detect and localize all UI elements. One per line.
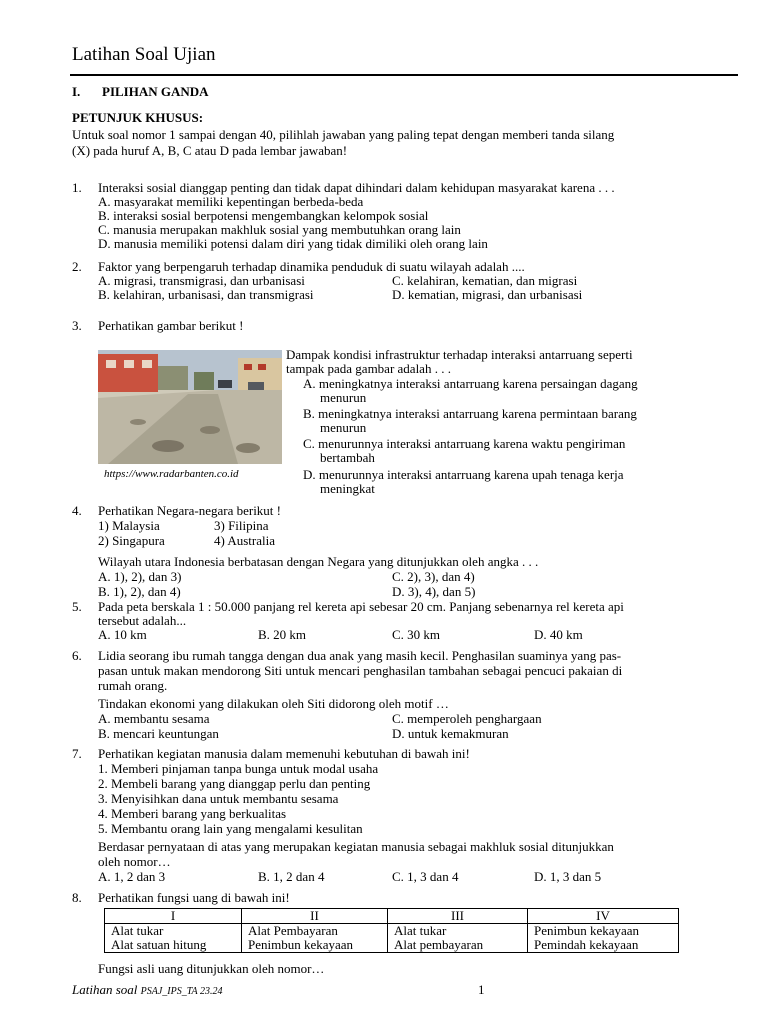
cell-line: Alat pembayaran (394, 937, 484, 952)
answer-option: B. 1), 2), dan 4) (98, 584, 181, 599)
cell-line: Alat satuan hitung (111, 937, 207, 952)
answer-option: B. mencari keuntungan (98, 726, 219, 741)
answer-option: D. 3), 4), dan 5) (392, 584, 476, 599)
question-text: Interaksi sosial dianggap penting dan tidak dapat dihindari dalam kehidupan masyarakat karena . . . (98, 180, 615, 195)
question-text: Pada peta berskala 1 : 50.000 panjang rel kereta api sebesar 20 cm. Panjang sebenarnya rel kereta api (98, 599, 624, 614)
footer-code: PSAJ_IPS_TA 23.24 (140, 986, 223, 997)
question-stem: Fungsi asli uang ditunjukkan oleh nomor… (98, 961, 325, 976)
cell-line: Alat Pembayaran (248, 923, 338, 938)
country-item: 1) Malaysia (98, 518, 160, 533)
answer-option: A. migrasi, transmigrasi, dan urbanisasi (98, 273, 305, 288)
table-cell (528, 924, 679, 953)
question-stem: tampak pada gambar adalah . . . (286, 361, 451, 376)
table-header-cell: II (242, 909, 388, 924)
table-header-row (105, 909, 679, 924)
instructions-line-2: (X) pada huruf A, B, C atau D pada lembar jawaban! (72, 143, 348, 158)
question-stem: Berdasar pernyataan di atas yang merupakan kegiatan manusia sebagai makhluk sosial ditunjukkan (98, 839, 614, 854)
answer-option: B. 20 km (258, 627, 307, 642)
cell-line: Penimbun kekayaan (534, 923, 640, 938)
answer-option-continued: menurun (320, 420, 367, 435)
question-text: Perhatikan Negara-negara berikut ! (98, 503, 281, 518)
answer-option: C. manusia merupakan makhluk sosial yang membutuhkan orang lain (98, 222, 461, 237)
answer-option: C. memperoleh penghargaan (392, 711, 542, 726)
cell-line: Penimbun kekayaan (248, 937, 354, 952)
table-header-cell: III (388, 909, 528, 924)
answer-option: A. masyarakat memiliki kepentingan berbeda-beda (98, 194, 364, 209)
country-item: 4) Australia (214, 533, 276, 548)
answer-option: B. 1, 2 dan 4 (258, 869, 325, 884)
answer-option: D. 1, 3 dan 5 (534, 869, 602, 884)
answer-option: B. kelahiran, urbanisasi, dan transmigrasi (98, 287, 314, 302)
question-text: rumah orang. (98, 678, 168, 693)
country-item: 2) Singapura (98, 533, 165, 548)
list-item: 3. Menyisihkan dana untuk membantu sesama (98, 791, 339, 806)
answer-option: D. untuk kemakmuran (392, 726, 509, 741)
instructions-heading: PETUNJUK KHUSUS: (72, 110, 204, 125)
section-title: PILIHAN GANDA (102, 84, 209, 99)
page-number: 1 (478, 982, 485, 997)
answer-option: B. interaksi sosial berpotensi mengembangkan kelompok sosial (98, 208, 429, 223)
question-text: Faktor yang berpengaruh terhadap dinamika penduduk di suatu wilayah adalah .... (98, 259, 525, 274)
question-number: 2. (72, 259, 82, 274)
money-function-table (104, 908, 679, 953)
footer-label (72, 982, 222, 999)
damaged-road-illustration (98, 350, 282, 464)
damaged-road-photo (98, 350, 282, 464)
question-number: 5. (72, 599, 82, 614)
answer-option-continued: menurun (320, 390, 367, 405)
question-text: pasan untuk makan mendorong Siti untuk mencari penghasilan tambahan sebagai pencuci pakaian di (98, 663, 623, 678)
answer-option: C. 2), 3), dan 4) (392, 569, 475, 584)
answer-option-continued: bertambah (320, 450, 375, 465)
answer-option: A. 10 km (98, 627, 147, 642)
table-header-cell: IV (528, 909, 679, 924)
question-number: 8. (72, 890, 82, 905)
list-item: 1. Memberi pinjaman tanpa bunga untuk modal usaha (98, 761, 379, 776)
image-credit: https://www.radarbanten.co.id (104, 468, 239, 480)
answer-option-continued: meningkat (320, 481, 375, 496)
footer-text: Latihan soal (72, 982, 138, 997)
country-item: 3) Filipina (214, 518, 269, 533)
title-divider (70, 74, 738, 76)
question-number: 1. (72, 180, 82, 195)
table-row (105, 924, 679, 953)
question-text: tersebut adalah... (98, 613, 187, 628)
table-cell (105, 924, 242, 953)
question-number: 6. (72, 648, 82, 663)
cell-line: Pemindah kekayaan (534, 937, 639, 952)
table-header-cell: I (105, 909, 242, 924)
question-text: Perhatikan gambar berikut ! (98, 318, 244, 333)
answer-option: A. 1, 2 dan 3 (98, 869, 166, 884)
cell-line: Alat tukar (394, 923, 447, 938)
question-text: Lidia seorang ibu rumah tangga dengan dua anak yang masih kecil. Penghasilan suaminya yang pas- (98, 648, 622, 663)
question-text: Perhatikan fungsi uang di bawah ini! (98, 890, 290, 905)
list-item: 4. Memberi barang yang berkualitas (98, 806, 287, 821)
answer-option: D. menurunnya interaksi antarruang karena upah tenaga kerja (303, 467, 624, 482)
question-stem: Tindakan ekonomi yang dilakukan oleh Siti didorong oleh motif … (98, 696, 449, 711)
answer-option: D. manusia memiliki potensi dalam diri yang tidak dimiliki oleh orang lain (98, 236, 488, 251)
question-number: 7. (72, 746, 82, 761)
answer-option: A. membantu sesama (98, 711, 210, 726)
section-heading (72, 84, 209, 99)
list-item: 2. Membeli barang yang dianggap perlu dan penting (98, 776, 371, 791)
question-stem: Wilayah utara Indonesia berbatasan dengan Negara yang ditunjukkan oleh angka . . . (98, 554, 539, 569)
instructions-line-1: Untuk soal nomor 1 sampai dengan 40, pilihlah jawaban yang paling tepat dengan memberi tanda silang (72, 127, 615, 142)
list-item: 5. Membantu orang lain yang mengalami kesulitan (98, 821, 363, 836)
question-text: Perhatikan kegiatan manusia dalam memenuhi kebutuhan di bawah ini! (98, 746, 470, 761)
section-number: I. (72, 84, 81, 99)
page-title: Latihan Soal Ujian (72, 44, 216, 65)
answer-option: B. meningkatnya interaksi antarruang karena permintaan barang (303, 406, 637, 421)
answer-option: A. meningkatnya interaksi antarruang karena persaingan dagang (303, 376, 638, 391)
answer-option: C. kelahiran, kematian, dan migrasi (392, 273, 578, 288)
answer-option: D. kematian, migrasi, dan urbanisasi (392, 287, 583, 302)
answer-option: C. menurunnya interaksi antarruang karena waktu pengiriman (303, 436, 626, 451)
question-stem: oleh nomor… (98, 854, 171, 869)
cell-line: Alat tukar (111, 923, 164, 938)
answer-option: A. 1), 2), dan 3) (98, 569, 182, 584)
table-cell (388, 924, 528, 953)
question-number: 3. (72, 318, 82, 333)
answer-option: D. 40 km (534, 627, 583, 642)
question-number: 4. (72, 503, 82, 518)
question-stem: Dampak kondisi infrastruktur terhadap interaksi antarruang seperti (286, 347, 633, 362)
answer-option: C. 1, 3 dan 4 (392, 869, 459, 884)
answer-option: C. 30 km (392, 627, 441, 642)
table-cell (242, 924, 388, 953)
